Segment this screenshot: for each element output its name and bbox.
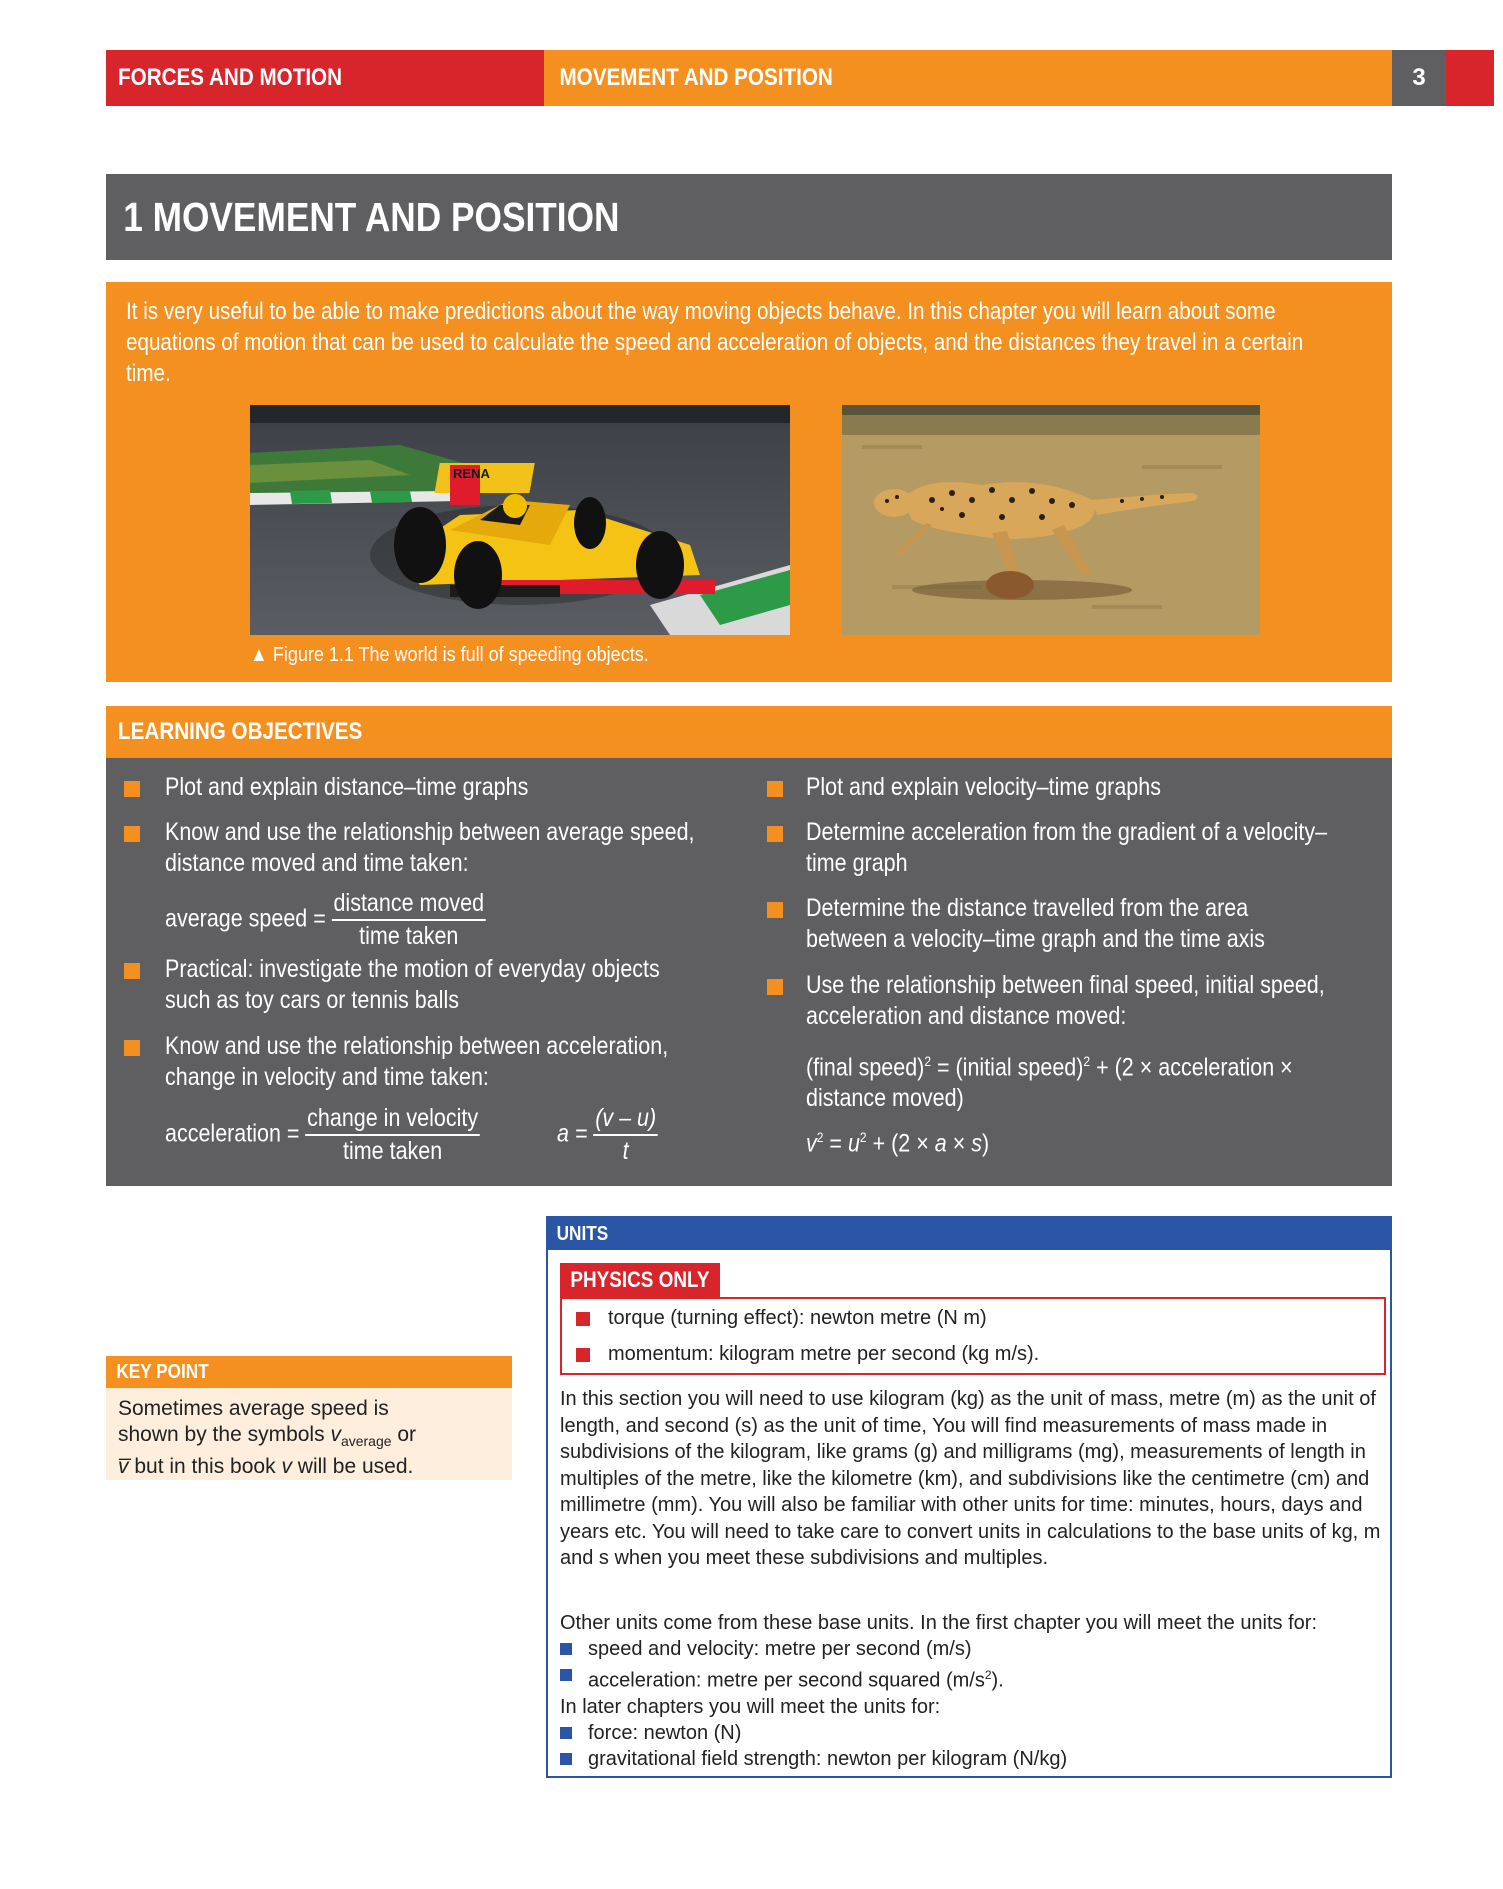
equation-part: = (initial speed): [931, 1053, 1084, 1082]
figure-caption: [250, 644, 649, 667]
objective-line: Know and use the relationship between average speed,: [165, 818, 695, 846]
symbol-a: a: [934, 1129, 947, 1158]
bullet-square-icon: [124, 1040, 140, 1056]
header-section-label: FORCES AND MOTION: [118, 64, 343, 91]
unit-item-text: acceleration: metre per second squared (m/s: [588, 1669, 985, 1692]
units-box: [546, 1216, 1392, 1778]
header-edge-tab: [1446, 50, 1494, 106]
objective-line: between a velocity–time graph and the time axis: [806, 925, 1265, 953]
units-header: [548, 1218, 1390, 1250]
learning-objectives-header: [106, 706, 1392, 758]
formula-lhs: a =: [557, 1119, 588, 1148]
formula-numerator: distance moved: [332, 888, 486, 921]
units-paragraph-base-units: In this section you will need to use kilogram (kg) as the unit of mass, metre (m) as the unit of length, and second (s) as the unit of time, You will find measurements of mass made in subdivisions of the kilogram, like grams (g) and milligrams (mg), measurements of length in multiples of the metre, like the kilometre (km), and subdivisions like the centimetre (cm) and millimetre (mm). You will also be familiar with other units for time: minutes, hours, days and years etc. You will need to take care to convert units in calculations to the base units of kg, m and s when you meet these subdivisions and multiples.: [560, 1388, 1381, 1569]
objective-line: change in velocity and time taken:: [165, 1063, 489, 1091]
key-point-text-part: but in this book: [128, 1455, 282, 1479]
acceleration-symbol-formula: [557, 1103, 658, 1167]
equation-part: =: [823, 1129, 848, 1158]
bullet-square-icon: [767, 979, 783, 995]
header-topic-bar: [544, 50, 1392, 106]
formula-fraction: [593, 1103, 657, 1167]
objective-average-speed: [165, 817, 695, 879]
bullet-square-icon: [560, 1669, 572, 1681]
figure-caption-text: Figure 1.1 The world is full of speeding objects.: [272, 644, 649, 666]
key-point-heading: KEY POINT: [116, 1361, 209, 1383]
final-speed-symbol-equation: [806, 1122, 989, 1159]
key-point-panel: [106, 1388, 512, 1480]
superscript-two: 2: [859, 1129, 867, 1145]
objective-line: Determine the distance travelled from the area: [806, 894, 1249, 922]
header-topic-label: MOVEMENT AND POSITION: [559, 64, 833, 91]
objective-line: Know and use the relationship between acceleration,: [165, 1032, 669, 1060]
equation-part: (final speed): [806, 1053, 925, 1082]
units-heading: UNITS: [556, 1223, 609, 1245]
key-point-header: [106, 1356, 512, 1388]
objective-line: acceleration and distance moved:: [806, 1002, 1127, 1030]
symbol-v: v: [281, 1455, 292, 1479]
physics-only-tab: [560, 1263, 720, 1297]
formula-fraction: [332, 888, 486, 952]
key-point-text: [118, 1396, 418, 1480]
formula-numerator: (v – u): [593, 1103, 657, 1136]
average-speed-formula: [165, 888, 486, 952]
physics-item-torque: torque (turning effect): newton metre (N m): [608, 1307, 987, 1329]
objective-line: distance moved and time taken:: [165, 849, 469, 877]
physics-only-label: PHYSICS ONLY: [570, 1267, 710, 1292]
formula-numerator: change in velocity: [305, 1103, 479, 1136]
key-point-text-part: Sometimes average speed is shown by the symbols: [118, 1397, 389, 1446]
chapter-title-bar: [106, 174, 1392, 260]
symbol-u: u: [847, 1129, 860, 1158]
objective-line: time graph: [806, 849, 908, 877]
final-speed-word-equation: [806, 1046, 1293, 1114]
formula-denominator: time taken: [359, 922, 459, 950]
car-livery-text: RENA: [453, 466, 490, 481]
bullet-square-icon: [560, 1727, 572, 1739]
unit-item-speed: speed and velocity: metre per second (m/s): [588, 1638, 972, 1660]
objective-line: Practical: investigate the motion of everyday objects: [165, 955, 660, 983]
cheetah-photo: [842, 405, 1260, 635]
equation-part: + (2 ×: [866, 1129, 935, 1158]
equation-part: ×: [946, 1129, 972, 1158]
key-point-text-part: or: [391, 1423, 417, 1446]
equation-part: ): [981, 1129, 990, 1158]
key-point-text-part: will be used.: [291, 1455, 414, 1479]
superscript-two: 2: [1083, 1053, 1091, 1069]
symbol-s: s: [971, 1129, 982, 1158]
superscript-two: 2: [984, 1668, 992, 1682]
intro-panel: [106, 282, 1392, 682]
objective-line: such as toy cars or tennis balls: [165, 986, 459, 1014]
chapter-title: 1 MOVEMENT AND POSITION: [123, 194, 620, 240]
symbol-v: v: [330, 1423, 341, 1446]
bullet-square-icon: [576, 1348, 590, 1362]
symbol-v: v: [806, 1129, 817, 1158]
physics-only-box: [560, 1297, 1386, 1375]
units-paragraph-derived: Other units come from these base units. In the first chapter you will meet the units for:: [560, 1612, 1318, 1634]
bullet-square-icon: [767, 781, 783, 797]
formula-denominator: time taken: [343, 1137, 443, 1165]
objective-velocity-time: Plot and explain velocity–time graphs: [806, 773, 1161, 801]
learning-objectives-panel: [106, 758, 1392, 1186]
unit-item-force: force: newton (N): [588, 1722, 742, 1744]
bullet-square-icon: [767, 826, 783, 842]
objective-acceleration: [165, 1031, 668, 1093]
objective-line: Determine acceleration from the gradient of a velocity–: [806, 818, 1328, 846]
bullet-square-icon: [560, 1643, 572, 1655]
bullet-square-icon: [124, 826, 140, 842]
superscript-two: 2: [816, 1129, 824, 1145]
objective-area: [806, 893, 1265, 955]
unit-item-gravitational-field: gravitational field strength: newton per kilogram (N/kg): [588, 1748, 1068, 1770]
bullet-square-icon: [767, 902, 783, 918]
header-section-bar: [106, 50, 544, 106]
equation-part: + (2 × acceleration ×: [1090, 1053, 1293, 1082]
objective-line: Use the relationship between final speed, initial speed,: [806, 971, 1325, 999]
formula-denominator: t: [622, 1137, 629, 1165]
learning-objectives-heading: LEARNING OBJECTIVES: [118, 718, 363, 745]
page-number: 3: [1412, 64, 1426, 91]
unit-item-acceleration: [588, 1662, 1004, 1694]
equation-part: distance moved): [806, 1084, 964, 1113]
objective-practical: [165, 954, 660, 1016]
acceleration-word-formula: [165, 1103, 480, 1167]
superscript-two: 2: [924, 1053, 932, 1069]
bullet-square-icon: [124, 781, 140, 797]
page-number-box: [1392, 50, 1446, 106]
bullet-square-icon: [560, 1753, 572, 1765]
bullet-square-icon: [576, 1312, 590, 1326]
symbol-v-bar: v̅: [118, 1455, 129, 1479]
caption-triangle-icon: ▲: [250, 644, 273, 666]
formula-lhs: average speed =: [165, 904, 326, 933]
units-paragraph-later: In later chapters you will meet the units for:: [560, 1696, 941, 1718]
intro-text: It is very useful to be able to make predictions about the way moving objects behave. In this chapter you will learn about some equations of motion that can be used to calculate the speed and acceleration of objects, and the distances they travel in a certain time.: [126, 298, 1304, 387]
objective-final-speed: [806, 970, 1325, 1032]
racing-car-photo: [250, 405, 790, 635]
formula-lhs: acceleration =: [165, 1119, 300, 1148]
objective-distance-time: Plot and explain distance–time graphs: [165, 773, 529, 801]
unit-item-text: ).: [991, 1669, 1004, 1692]
physics-item-momentum: momentum: kilogram metre per second (kg m/s).: [608, 1343, 1040, 1365]
objective-gradient: [806, 817, 1327, 879]
bullet-square-icon: [124, 963, 140, 979]
subscript-average: average: [340, 1433, 392, 1450]
formula-fraction: [305, 1103, 479, 1167]
